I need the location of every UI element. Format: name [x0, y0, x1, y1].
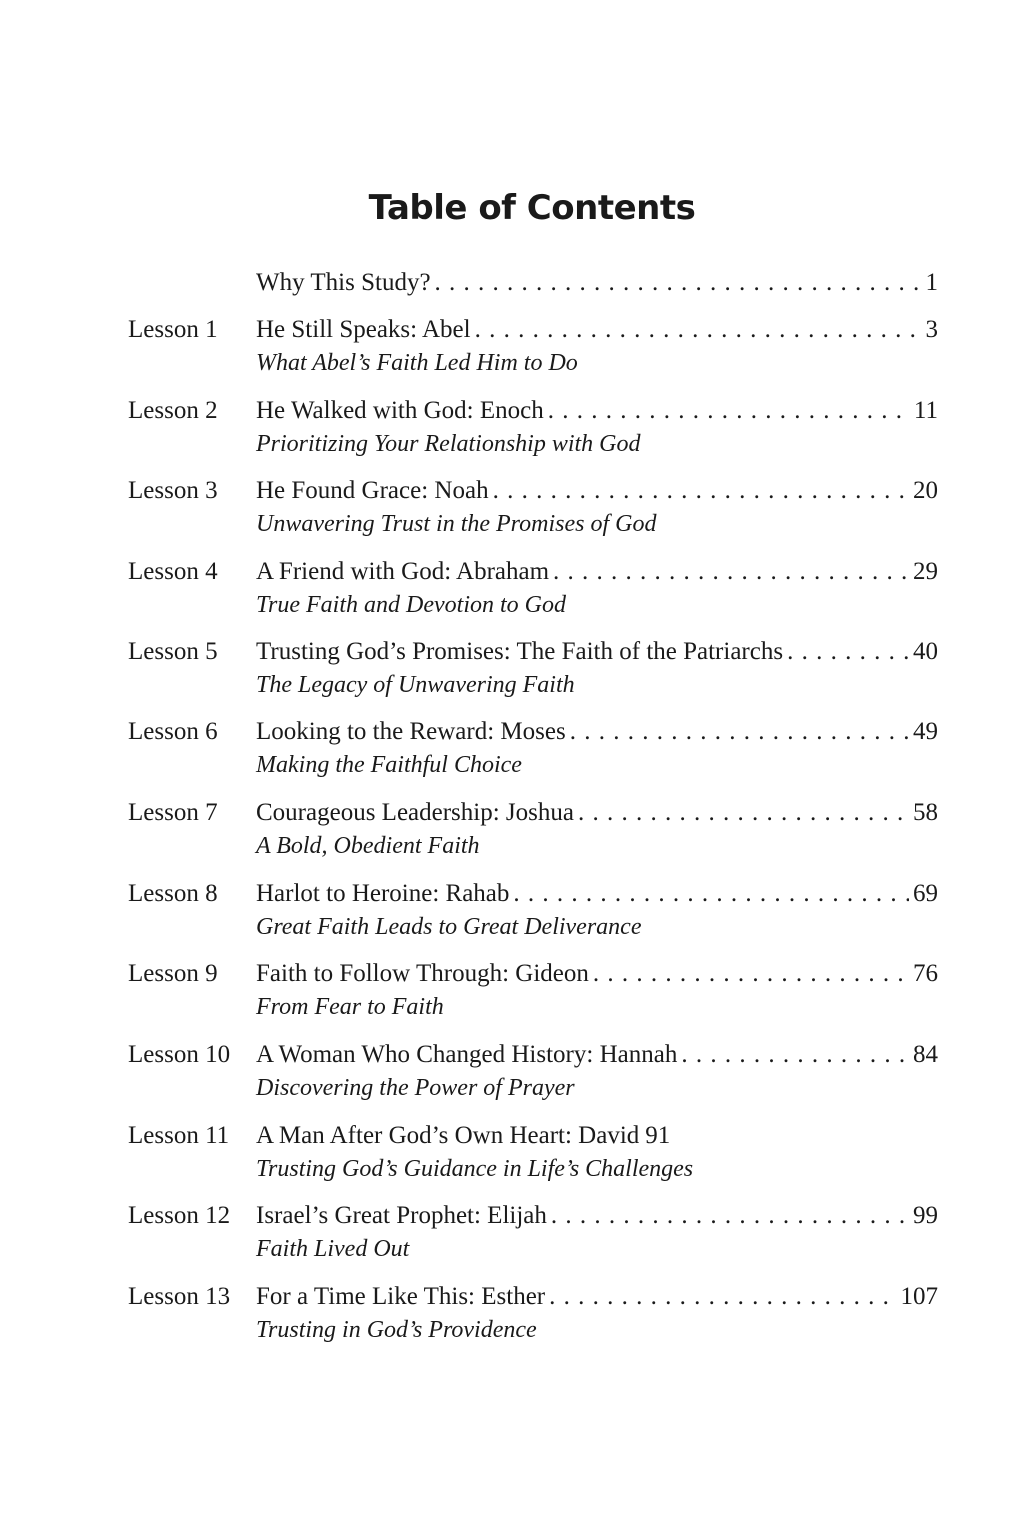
toc-title-row: [256, 878, 938, 910]
toc-page-number: 11: [913, 397, 938, 424]
toc-page-number: 69: [913, 880, 938, 907]
toc-entry-subtitle: Trusting God’s Guidance in Life’s Challenges: [256, 1156, 694, 1182]
toc-page-number: 58: [913, 799, 938, 826]
toc-entry-title: He Still Speaks: Abel: [256, 316, 471, 343]
toc-page-number: 40: [913, 638, 938, 665]
lesson-label: Lesson 2: [128, 397, 218, 424]
toc-entry-title: Courageous Leadership: Joshua: [256, 799, 574, 826]
lesson-label: Lesson 1: [128, 316, 218, 343]
lesson-label: Lesson 3: [128, 477, 218, 504]
toc-entry-subtitle: Trusting in God’s Providence: [256, 1317, 537, 1343]
toc-title-row: [256, 1281, 938, 1313]
toc-entry-title: For a Time Like This: Esther: [256, 1283, 546, 1310]
page-title: Table of Contents: [368, 188, 696, 228]
dot-leader: [578, 797, 909, 829]
dot-leader: [787, 636, 909, 668]
dot-leader: [435, 267, 922, 299]
toc-page-number: 107: [900, 1283, 938, 1310]
toc-page-number: 29: [913, 558, 938, 585]
dot-leader: [549, 1281, 896, 1313]
toc-entry-subtitle: From Fear to Faith: [256, 994, 444, 1020]
toc-page-number: 84: [913, 1041, 938, 1068]
toc-entry-subtitle: Faith Lived Out: [256, 1236, 410, 1262]
toc-title-row: [256, 267, 938, 299]
dot-leader: [493, 475, 909, 507]
toc-entry-subtitle: Discovering the Power of Prayer: [256, 1075, 575, 1101]
toc-entry-subtitle: The Legacy of Unwavering Faith: [256, 672, 575, 698]
toc-entry-subtitle: Prioritizing Your Relationship with God: [256, 431, 641, 457]
dot-leader: [553, 556, 909, 588]
lesson-label: Lesson 13: [128, 1283, 231, 1310]
toc-title-row: [256, 716, 938, 748]
toc-title-row: [256, 1120, 938, 1152]
toc-page-number: 91: [645, 1122, 671, 1149]
toc-entry-title: Israel’s Great Prophet: Elijah: [256, 1202, 547, 1229]
toc-entry-subtitle: Great Faith Leads to Great Deliverance: [256, 914, 642, 940]
toc-page-number: 3: [925, 316, 938, 343]
lesson-label: Lesson 4: [128, 558, 218, 585]
toc-title-row: [256, 314, 938, 346]
toc-title-row: [256, 395, 938, 427]
toc-title-row: [256, 1039, 938, 1071]
toc-entry-title: He Found Grace: Noah: [256, 477, 489, 504]
toc-entry-title: Trusting God’s Promises: The Faith of the Patriarchs: [256, 638, 784, 665]
dot-leader: [681, 1039, 909, 1071]
toc-entry-title: Why This Study?: [256, 269, 431, 296]
toc-entry-title: A Woman Who Changed History: Hannah: [256, 1041, 678, 1068]
lesson-label: Lesson 9: [128, 960, 218, 987]
toc-entry-subtitle: Unwavering Trust in the Promises of God: [256, 511, 657, 537]
lesson-label: Lesson 6: [128, 718, 218, 745]
dot-leader: [475, 314, 922, 346]
lesson-label: Lesson 10: [128, 1041, 231, 1068]
lesson-label: Lesson 7: [128, 799, 218, 826]
lesson-label: Lesson 8: [128, 880, 218, 907]
toc-page-number: 49: [913, 718, 938, 745]
toc-title-row: [256, 636, 938, 668]
toc-page-number: 99: [913, 1202, 938, 1229]
dot-leader: [548, 395, 910, 427]
lesson-label: Lesson 11: [128, 1122, 230, 1149]
toc-title-row: [256, 958, 938, 990]
toc-title-row: [256, 797, 938, 829]
toc-entry-title: A Man After God’s Own Heart: David: [256, 1122, 640, 1149]
toc-entry-title: He Walked with God: Enoch: [256, 397, 544, 424]
toc-entry-subtitle: True Faith and Devotion to God: [256, 592, 566, 618]
toc-title-row: [256, 475, 938, 507]
toc-entry-title: Looking to the Reward: Moses: [256, 718, 566, 745]
toc-page-number: 1: [925, 269, 938, 296]
toc-entry-subtitle: A Bold, Obedient Faith: [256, 833, 480, 859]
toc-title-row: [256, 1200, 938, 1232]
toc-entry-subtitle: What Abel’s Faith Led Him to Do: [256, 350, 578, 376]
toc-page-number: 76: [913, 960, 938, 987]
toc-entry-title: Faith to Follow Through: Gideon: [256, 960, 589, 987]
toc-title-row: [256, 556, 938, 588]
toc-entry-subtitle: Making the Faithful Choice: [256, 752, 522, 778]
dot-leader: [570, 716, 909, 748]
dot-leader: [551, 1200, 909, 1232]
toc-entry-title: A Friend with God: Abraham: [256, 558, 550, 585]
lesson-label: Lesson 12: [128, 1202, 231, 1229]
dot-leader: [593, 958, 909, 990]
toc-entry-title: Harlot to Heroine: Rahab: [256, 880, 510, 907]
dot-leader: [513, 878, 909, 910]
toc-page-number: 20: [913, 477, 938, 504]
lesson-label: Lesson 5: [128, 638, 218, 665]
